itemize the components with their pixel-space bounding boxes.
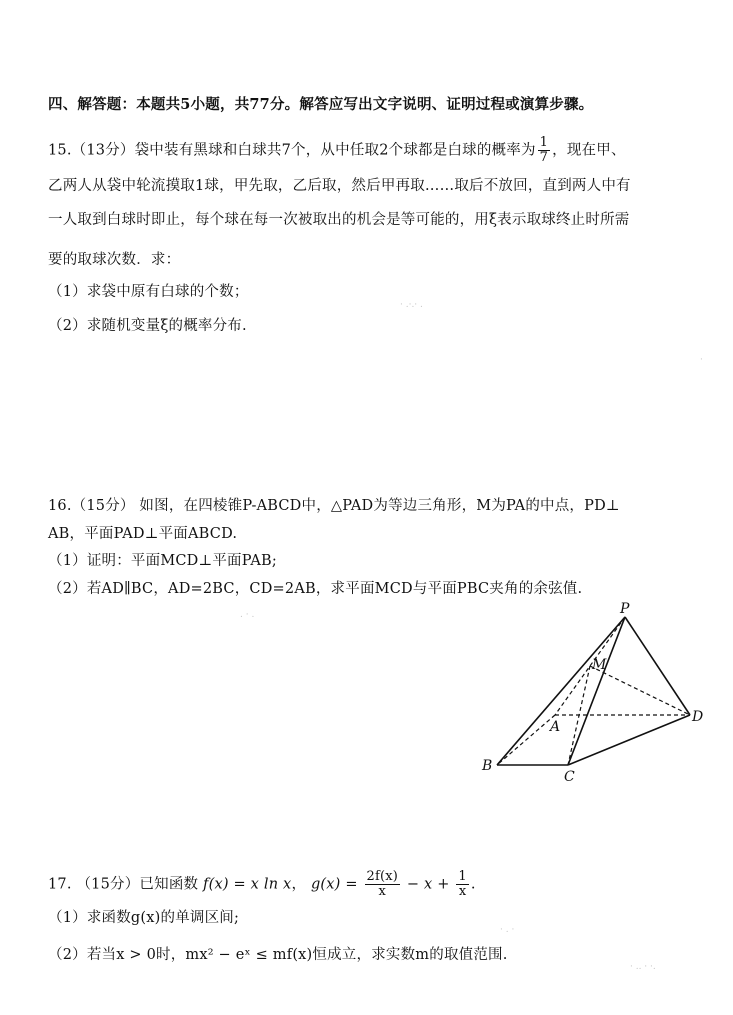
q17-g-frac1-num: 2f(x) <box>366 869 399 884</box>
edge-PB <box>497 617 625 765</box>
label-A: A <box>550 719 561 735</box>
q16-part1: （1）证明：平面MCD⊥平面PAB; <box>48 553 277 569</box>
edge-CD <box>568 715 690 765</box>
q17-g-frac1-den: x <box>378 884 387 899</box>
section-header: 四、解答题：本题共5小题，共77分。解答应写出文字说明、证明过程或演算步骤。 <box>48 96 594 113</box>
scan-noise: . · . <box>240 610 255 620</box>
q16-line1: 16.（15分） 如图，在四棱锥P-ABCD中，△PAD为等边三角形，M为PA的中点，PD⊥ <box>48 498 620 514</box>
q17-separator: ， <box>291 876 307 893</box>
q15-frac-num: 1 <box>539 135 549 150</box>
scan-noise: · <box>700 355 703 365</box>
q17-end: . <box>470 876 476 893</box>
q15-probability-fraction <box>538 136 550 165</box>
scan-noise: · .. · ·. <box>630 962 656 972</box>
q15-line1-text: 15.（13分）袋中装有黑球和白球共7个，从中任取2个球都是白球的概率为 <box>48 142 536 159</box>
q15-line1 <box>48 136 626 165</box>
q17-g-fraction1 <box>365 870 401 899</box>
edge-AB-hidden <box>497 715 555 765</box>
edge-PC <box>568 617 625 765</box>
label-D: D <box>692 709 704 725</box>
q17-g-middle: − x + <box>406 876 450 893</box>
label-P: P <box>620 601 630 617</box>
q17-line1 <box>48 870 476 899</box>
q16-line2: AB，平面PAD⊥平面ABCD. <box>48 526 238 542</box>
q17-g-lhs: g(x) = <box>310 876 358 893</box>
q16-part2: （2）若AD∥BC，AD=2BC，CD=2AB，求平面MCD与平面PBC夹角的余弦值. <box>48 581 583 597</box>
q17-g-frac2-num: 1 <box>458 869 467 884</box>
q15-part2: （2）求随机变量ξ的概率分布. <box>48 318 247 334</box>
q15-frac-den: 7 <box>539 150 549 165</box>
q17-lead: 17. （15分）已知函数 <box>48 876 199 893</box>
q17-f-definition: f(x) = x ln x <box>203 876 292 893</box>
edge-PD <box>625 617 690 715</box>
q15-line3: 一人取到白球时即止，每个球在每一次被取出的机会是等可能的，用ξ表示取球终止时所需 <box>48 212 630 228</box>
label-M: M <box>592 657 607 673</box>
q17-part1: （1）求函数g(x)的单调区间; <box>48 910 240 926</box>
q15-line2: 乙两人从袋中轮流摸取1球，甲先取，乙后取，然后甲再取……取后不放回，直到两人中有 <box>48 178 631 194</box>
scan-noise: · .·.· . <box>400 300 423 310</box>
q15-line4: 要的取球次数．求： <box>48 252 181 268</box>
label-C: C <box>564 769 575 785</box>
q17-g-frac2-den: x <box>458 884 467 899</box>
pyramid-figure <box>470 595 720 795</box>
q17-g-fraction2 <box>456 870 468 899</box>
scan-noise: · . · <box>500 925 515 935</box>
q15-line1-tail: ，现在甲、 <box>552 142 626 159</box>
segment-MD-hidden <box>590 666 690 715</box>
q17-part2: （2）若当x > 0时，mx² − eˣ ≤ mf(x)恒成立，求实数m的取值范围. <box>48 947 508 963</box>
label-B: B <box>482 758 493 774</box>
q15-part1: （1）求袋中原有白球的个数； <box>48 284 249 300</box>
